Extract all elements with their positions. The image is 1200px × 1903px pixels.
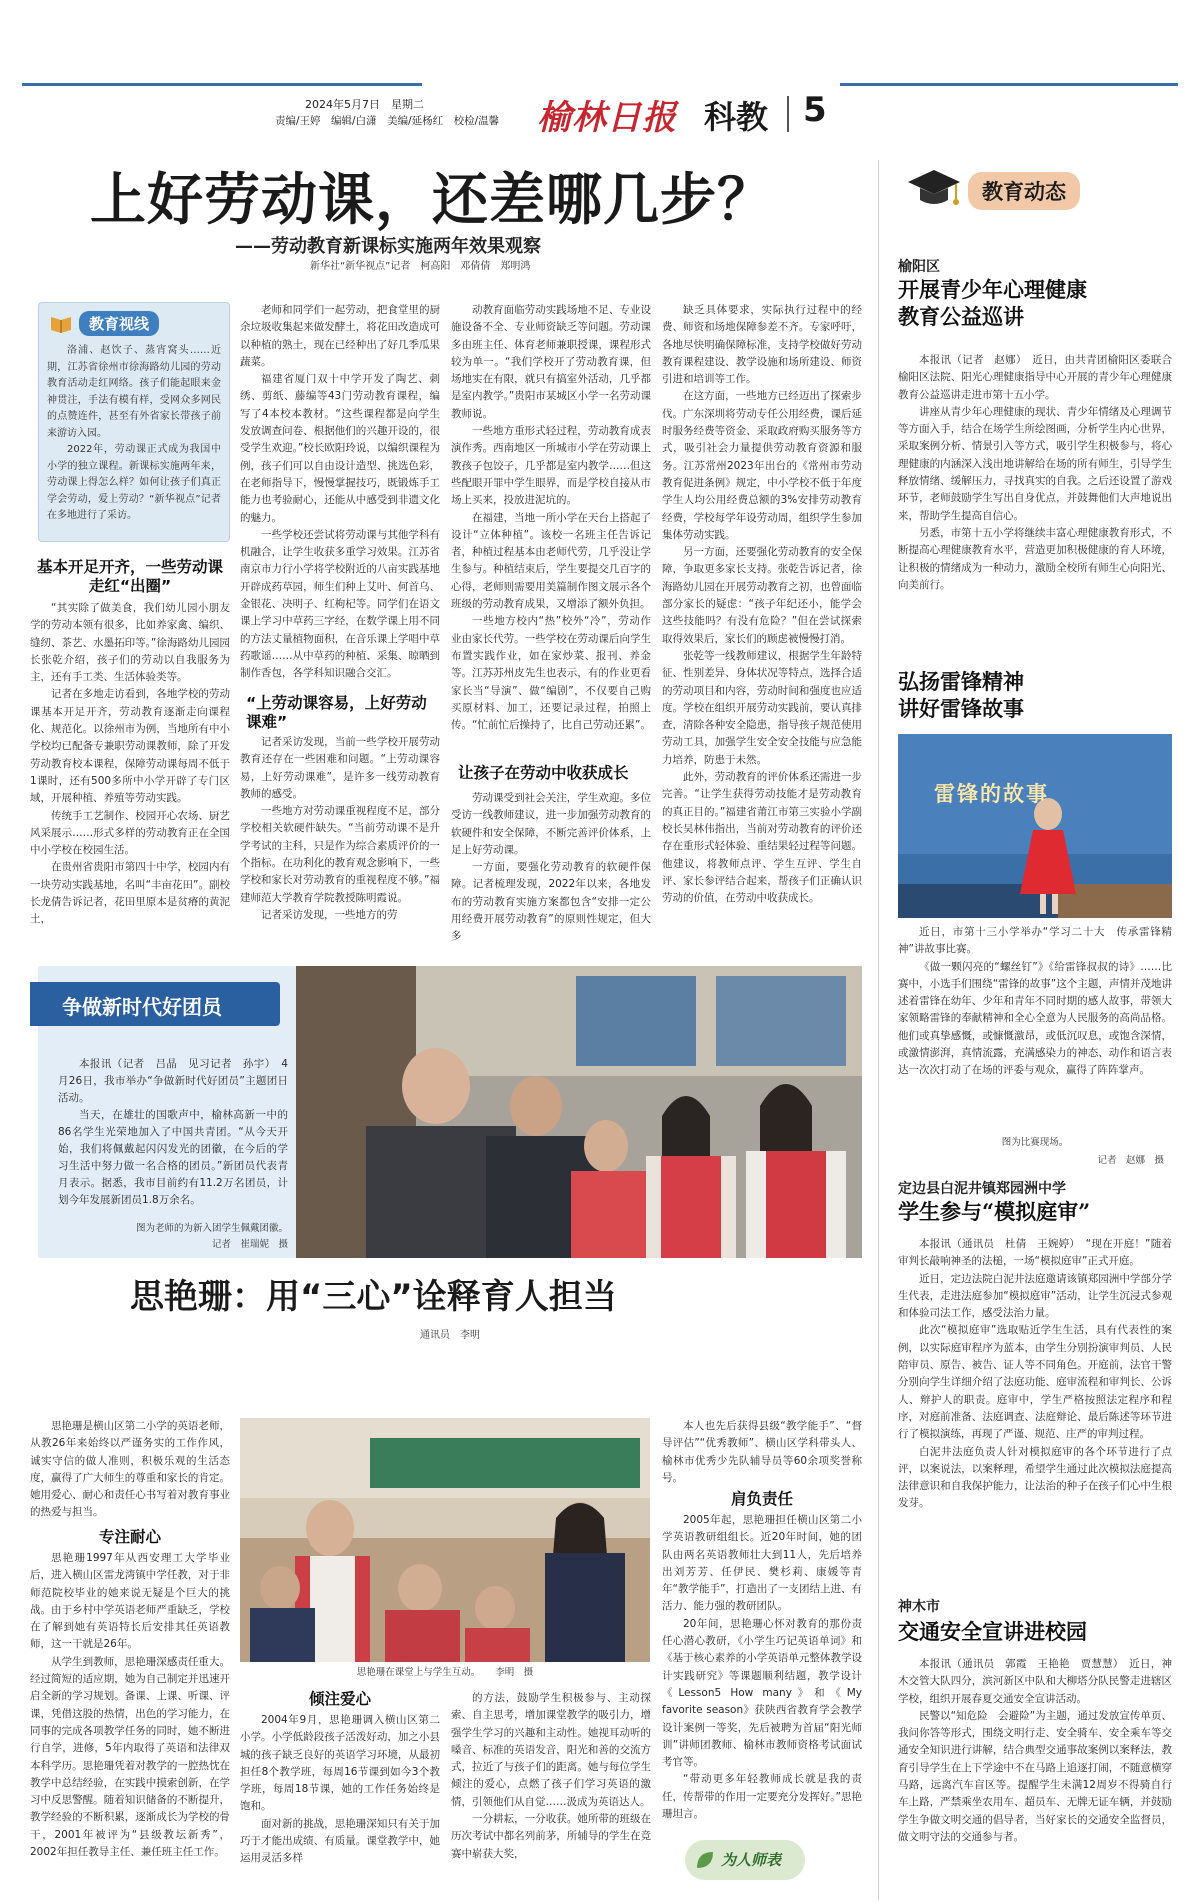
issue-date: 2024年5月7日 星期二 xyxy=(305,98,424,111)
teacher-badge-label: 为人师表 xyxy=(721,1851,782,1869)
teacher-col-4a: 本人也先后获得县级“教学能手”、“督导评估”“优秀教师”、横山区学科带头人、榆林市优秀少先队辅导员等60余项奖誉称号。 xyxy=(662,1420,862,1484)
teacher-photo-caption xyxy=(240,1666,650,1680)
sidebar-4-location: 神木市 xyxy=(898,1599,940,1615)
page-number: 5 xyxy=(803,90,827,130)
lead-box-text: 洛浦、赵饮子、蒸宵窝头……近期，江苏省徐州市徐海路幼儿园的劳动教育活动走红网络。孩子们能起眼来金神贯注，手法有模有样，受网众多网民的点赞连件，甚至有外省家长带孩子前来游访入园。 2022年，劳动课正式成为我国中小学的独立课程。新课标实施两年来，劳动课上得怎么样？如何让孩子们真正学会劳动，爱上劳动？“新华视点”记者在多地进行了采访。 xyxy=(47,345,221,521)
sidebar-1-location: 榆阳区 xyxy=(898,259,940,275)
leaf-icon xyxy=(695,1850,715,1870)
paper-logo: 榆林日报 xyxy=(537,98,677,138)
main-col-4: 缺乏具体要求，实际执行过程中的经费、师资和场地保障参差不齐。专家呼吁，各地尽快明确保障标准，支持学校做好劳动教育课程建设、教学设施和场所建设、师资引进和培训等工作。 在这方面，一些地方已经迈出了探索步伐。广东深圳将劳动专任公用经费，课后延时服务经费等资金、采取政府购买服务等方式，吸引社会力量提供劳动教育资源和服务。江苏常州2023年出台的《常州市劳动教育促进条例》规定，中小学校不低于年度学生人均公用经费总额的3%安排劳动教育经费，学校每学年设劳动周，组织学生参加集体劳动实践。 另一方面，还要强化劳动教育的安全保障，争取更多家长支持。张乾告诉记者，徐海路幼儿园在开展劳动教育之初，也曾面临部分家长的疑虑：“孩子年纪还小，能学会这些技能吗？有没有危险？”但在尝试探索取得效果后，家长们的顾虑被慢慢打消。 张乾等一线教师建议，根据学生年龄特征、性别差异、身体状况等特点，选择合适的劳动项目和内容，劳动时间和强度也应适度。学校在组织开展劳动实践前，要认真排查，清除各种安全隐患，指导孩子规范使用劳动工具，加强学生安全安全技能与应急能力培养，防患于未然。 此外，劳动教育的评价体系还需进一步完善。“让学生获得劳动技能才是劳动教育的真正目的。”福建省莆江市第三实验小学副校长吴林伟指出，当前对劳动教育的评价还存在重形式轻体验、重结果轻过程等问题。他建议，将教师点评、学生互评、学生自评、家长参评结合起来，帮孩子们正确认识劳动的价值，在劳动中收获成长。 xyxy=(662,304,862,905)
sidebar-4-title: 交通安全宣讲进校园 xyxy=(898,1619,1087,1644)
section-divider xyxy=(787,96,789,132)
tuan-photo-credit: 记者 崔瑞妮 摄 xyxy=(211,1239,288,1250)
main-col-3: 动教育面临劳动实践场地不足、专业设施设备不全、专业师资缺乏等问题。劳动课多由班主任、体育老师兼职授课，课程形式较为单一。“我们学校开了劳动教育课，但场地实在有限，就只有搞室外活动，几乎都是室内教学。”贵阳市某城区小学一名劳动课教师说。 一些地方重形式轻过程，劳动教育成表演作秀。西南地区一所城市小学在劳动课上教孩子包饺子，几乎都是室内教学……但这些配眼开罪中学生眼界，而是学校自接从市场上买来，投放进泥坑的。 在福建，当地一所小学在天台上搭起了设计“立体种植”。该校一名班主任告诉记者，种植过程基本由老师代劳，几乎没让学生参与。种植结束后，学生要提交几百字的心得，老师则需要用美篇制作图文展示各个班级的劳动教育成果，又增添了额外负担。 一些地方校内“热”校外“冷”，劳动作业由家长代劳。一些学校在劳动课后向学生布置实践作业，如在家炒菜、报刊、养金等。江苏苏州皮先生也表示，有的作业更看家长当“导演”、做“编剧”，不仅要自己购买原材料、加工，还要记录过程，拍照上传。“忙前忙后操持了，比自己劳动还累”。 xyxy=(451,304,651,732)
teacher-col-1: 思艳珊1997年从西安理工大学毕业后，进入横山区雷龙湾镇中学任教，对于非师范院校毕业的她来说无疑是个巨大的挑战。由于乡村中学英语老师严重缺乏，学校在了解到她有英语特长后安排其任英语教师，这一干就是26年。 从学生到教师，思艳珊深感责任重大。经过简短的适应期，她为自己制定并迅速开启全新的学习规划。备课、上课、听课、评课，凭借这股的热情，出色的学习能力，在同事的完成各项教学任务的同时，她不断进行自学，进修，5年内取得了英语和法律双本科学历。思艳珊凭着对教学的一腔热忱在教学中总结经验，在实践中摸索创新，在学习中反思警醒。随着知识储备的不断提升，教学经验的不断积累，逐渐成长为学校的骨干，2001年被评为“县级教坛新秀”，2002年担任教导主任、兼任班主任工作。 xyxy=(30,1552,230,1859)
tuan-photo-caption: 图为老师的为新入团学生佩戴团徽。 xyxy=(135,1223,288,1234)
teacher-sub-c: 肩负责任 xyxy=(730,1490,793,1508)
teacher-col-2: 2004年9月，思艳珊调入横山区第二小学。小学低龄段孩子活泼好动，加之小县城的孩子缺乏良好的英语学习环境，从最初担任8个教学班，每周16节课到如今3个教学班，每周18节课，她的工作任务始终是饱和。 面对新的挑战，思艳珊深知只有关于加巧于才能出成绩、有质量。课堂教学中，她运用灵活多样 xyxy=(240,1714,440,1865)
sidebar-4-text: 本报讯（通讯员 郭霞 王艳艳 贾慧慧） 近日，神木交管大队四分，滨河新区中队和大柳塔分队民警走进辖区学校，组织开展春夏交通安全宣讲活动。 民警以“知危险 会避险”为主题，通过发放宣传单页、我问你答等形式，围绕文明行走、安全骑车、安全乘车等交通安全知识进行讲解，结合典型交通事故案例以案释法，教育引导学生在上下学途中不在马路上追逐打闹，不随意横穿马路，远离汽车盲区等。提醒学生未满12周岁不得骑自行车上路，严禁乘坐农用车、超员车、无牌无证车辆，并鼓励学生争做文明交通的倡导者，当好家长的交通安全监督员，做文明守法的交通参与者。 xyxy=(898,1658,1172,1843)
main-col-2b: 记者采访发现，当前一些学校开展劳动教育还存在一些困难和问题。“上劳动课容易，上好劳动课难”，是许多一线劳动教育教师的感受。 一些地方对劳动课重视程度不足，部分学校相关软硬件缺失。“当前劳动课不是升学考试的主科，只是作为综合素质评价的一个指标。在功利化的教育观念影响下，一些学校和家长对劳动教育的重视程度不够。”福建师范大学教育学院教授陈明霞说。 记者采访发现，一些地方的劳 xyxy=(240,736,440,921)
sidebar-header xyxy=(898,160,1172,222)
sidebar-2-text: 近日，市第十三小学举办“学习二十大 传承雷锋精神”讲故事比赛。 《做一颗闪亮的“螺丝钉”》《给雷锋叔叔的诗》……比赛中，小选手们围绕“雷锋的故事”这个主题，声情并茂地讲述着雷锋在幼年、少年和青年不同时期的感人故事，带领大家领略雷锋的奉献精神和全心全意为人民服务的高尚品格。他们或真挚感慨，或慷慨激昂，或低沉叹息，或饱含深情，或激情澎湃，真情流露，充满感染力的神态、动作和语言表达一次次打动了在场的评委与观众，赢得了阵阵掌声。 xyxy=(898,926,1172,1077)
sub-heading-3: 让孩子在劳动中收获成长 xyxy=(458,764,629,782)
main-col-2: 老师和同学们一起劳动，把食堂里的厨余垃圾收集起来做发酵土，将花田改造成可以种植的熟土，现在已经种出了好几季瓜果蔬菜。 福建省厦门双十中学开发了陶艺、刺绣、剪纸、藤编等43门劳动教育课程，编写了4本校本教材。“这些课程都是向学生发放调查问卷、根据他们的兴趣开设的，很受学生欢迎。”校长欧阳玲说，以编织课程为例，孩子们可以自由设计造型、挑选色彩，在老师指导下，慢慢掌握技巧，既锻炼手工能力也考验耐心，还能从中感受到非遗文化的魅力。 一些学校还尝试将劳动课与其他学科有机融合，让学生收获多重学习效果。江苏省南京市力行小学将学校附近的八亩实践基地开辟成药草园，师生们种上艾叶、何首乌、金银花、决明子、红枸杞等。同学们在语文课上学习中草药三字经，在数学课上用不同的方法丈量植物面积，在音乐课上学唱中草药歌谣……从中草药的种植、采集、晾晒到制作香包，各学科知识融合交汇。 xyxy=(240,304,440,680)
sub-heading-1: 基本开足开齐，一些劳动课走红“出圈” xyxy=(36,558,223,595)
lead-box-label: 教育视线 xyxy=(79,311,159,336)
teacher-title: 思艳珊：用“三心”诠释育人担当 xyxy=(130,1277,617,1317)
main-col-3b: 劳动课受到社会关注，学生欢迎。多位受访一线教师建议，进一步加强劳动教育的软硬件和安全保障，不断完善评价体系，上足上好劳动课。 一方面，要强化劳动教育的软硬件保障。记者梳理发现，2022年以来，各地发布的劳动教育实施方案都包含“安排一定公用经费开展劳动教育”的原则性规定，但大多 xyxy=(451,792,651,943)
main-byline: 新华社“新华视点”记者 柯高阳 邓倩倩 郑明鸿 xyxy=(310,261,531,272)
tuan-photo xyxy=(296,966,862,1258)
sidebar-2-photo-caption: 图为比赛现场。 xyxy=(1001,1137,1069,1148)
tuan-title-ribbon xyxy=(30,982,280,1026)
teacher-col-1-intro: 思艳珊是横山区第二小学的英语老师，从教26年来始终以严谨务实的工作作风，诚实守信的做人准则，积极乐观的生活态度，赢得了广大师生的尊重和家长的肯定。她用爱心、耐心和责任心书写着对教育事业的热爱与担当。 xyxy=(30,1420,230,1519)
teacher-photo xyxy=(240,1418,650,1662)
top-rule-right xyxy=(840,83,1178,86)
teacher-sub-b: 倾注爱心 xyxy=(308,1690,371,1708)
sidebar-2-title-line1: 弘扬雷锋精神 xyxy=(898,669,1024,694)
sidebar-3-text: 本报讯（通讯员 杜倩 王婉婷） “现在开庭！”随着审判长敲响神圣的法槌，一场“模拟庭审”正式开庭。 近日，定边法院白泥井法庭邀请该镇郑园洲中学部分学生代表，走进法庭参加“模拟庭审”活动，让学生沉浸式参观和体验司法工作，感受法治力量。 此次“模拟庭审”选取贴近学生生活，具有代表性的案例，以实际庭审程序为蓝本，由学生分别扮演审判员、人民陪审员、原告、被告、证人等不同角色。开庭前，法官干警分别向学生详细介绍了法庭功能、庭审流程和审判长、公诉人、辩护人的职责。庭审中，学生严格按照法定程序和程序，对庭前准备、法庭调查、法庭辩论、最后陈述等环节进行了模拟演练，再现了严谨、规范、庄严的审判过程。 白泥井法庭负责人针对模拟庭审的各个环节进行了点评，以案说法，以案释理，希望学生通过此次模拟法庭提高法律意识和自我保护能力，让法治的种子在孩子们心中生根发芽。 xyxy=(898,1238,1172,1510)
tuan-block xyxy=(38,966,862,1258)
sidebar-2-photo-credit: 记者 赵娜 摄 xyxy=(1097,1155,1164,1166)
sidebar-1-text: 本报讯（记者 赵娜） 近日，由共青团榆阳区委联合榆阳区法院、阳光心理健康指导中心开展的青少年心理健康教育公益巡讲走进市第十五小学。 讲座从青少年心理健康的现状、青少年情绪及心理调节等方面入手，结合在场学生所绘图画，分析学生内心世界，采取案例分析、情景引入等方式，吸引学生积极参与，将心理健康的内涵深入浅出地讲解给在场的所有师生，引导学生释放情绪、缓解压力，寻找真实的自我。之后还设置了游戏环节，老师鼓励学生写出自身优点，并鼓舞他们大声地说出来，帮助学生提高自信心。 另悉，市第十五小学将继续丰富心理健康教育形式，不断提高心理健康教育水平，营造更加积极健康的育人环境，让积极的情绪成为一种动力，激励全校所有师生心向阳光、向美前行。 xyxy=(898,354,1172,591)
tuan-title: 争做新时代好团员 xyxy=(62,995,222,1019)
teacher-col-4b: 2005年起，思艳珊担任横山区第二小学英语教研组组长。近20年时间，她的团队由两名英语教师壮大到11人，先后培养出刘芳芳、任伊民、樊杉莉、康媛等青年“教学能手”，打造出了一支团结上进、有活力、能力强的教研团队。 20年间，思艳珊心怀对教育的那份责任心潜心教研，《小学生巧记英语单词》和《基于核心素养的小学英语单元整体教学设计实践研究》等课题顺利结题，教学设计《Lesson5 How many》和《My favorite season》获陕西省教育学会教学设计案例一等奖，先后被聘为首届“阳光师训”讲师团教师、榆林市教师资格考试面试考官等。 “带动更多年轻教师成长就是我的责任，传帮带的作用一定要充分发挥好。”思艳珊坦言。 xyxy=(662,1514,862,1821)
main-subtitle: ——劳动教育新课标实施两年效果观察 xyxy=(235,236,541,257)
teacher-sub-a: 专注耐心 xyxy=(98,1528,161,1546)
sidebar-2-photo xyxy=(898,734,1172,918)
teacher-col-3: 的方法，鼓励学生积极参与、主动探索、自主思考，增加课堂教学的吸引力，增强学生学习的兴趣和主动性。她视耳动听的嗓音、标准的英语发音，阳光和善的交流方式，拉近了与孩子们的距离。她与每位学生倾注的爱心，点燃了孩子们学习英语的激情，引领他们从自觉……汲成为英语达人。 一分耕耘，一分收获。她所带的班级在历次考试中都名列前茅，所辅导的学生在竞赛中崭获大奖， xyxy=(451,1692,651,1860)
sidebar-header-label: 教育动态 xyxy=(968,172,1080,210)
sidebar-3-title: 学生参与“模拟庭审” xyxy=(898,1199,1091,1224)
sidebar-1-title-line2: 教育公益巡讲 xyxy=(898,304,1024,329)
teacher-byline: 通讯员 李明 xyxy=(420,1330,480,1341)
tuan-text: 本报讯（记者 吕晶 见习记者 孙宇） 4月26日，我市举办“争做新时代好团员”主题团日活动。 当天，在雄壮的国歌声中，榆林高新一中的86名学生光荣地加入了中国共青团。“从今天开始，我们将佩戴起闪闪发光的团徽，在今后的学习生活中努力做一名合格的团员。”新团员代表青月表示。据悉，我市目前约有11.2万名团员，计划今年发展新团员1.8万余名。 xyxy=(58,1058,288,1206)
book-icon xyxy=(49,313,73,333)
mortarboard-icon xyxy=(906,166,962,210)
sidebar-2-title-line2: 讲好雷锋故事 xyxy=(898,696,1024,721)
lead-box xyxy=(38,302,230,542)
main-title: 上好劳动课，还差哪几步？ xyxy=(90,168,774,233)
teacher-photo-caption-text: 思艳珊在课堂上与学生互动。 xyxy=(356,1667,481,1678)
sidebar-1-title-line1: 开展青少年心理健康 xyxy=(898,277,1087,302)
main-col-1: “其实除了做美食，我们幼儿园小朋友学的劳动本领有很多，比如养家禽、编织、缝纫、茶艺、水墨拓印等。”徐海路幼儿园园长张乾介绍，孩子们的劳动以自我服务为主，还有手工类、生活体验类等。 记者在多地走访看到，各地学校的劳动课基本开足开齐，劳动教育逐渐走向课程化、规范化。以徐州市为例，当地所有中小学校均已配备专兼职劳动课教师，除了开发劳动教育校本课程，保障劳动课每周不低于1课时，还有500多所中小学开辟了专门区域，开展种植、养殖等劳动实践。 传统手工艺制作、校园开心农场、厨艺风采展示……形式多样的劳动教育正在全国中小学校在校园生活。 在贵州省贵阳市第四十中学，校园内有一块劳动实践基地，名叫“丰亩花田”。副校长龙倩告诉记者，花田里原本是贫瘠的黄泥土， xyxy=(30,602,230,926)
editor-credits: 责编/王婷 编辑/白潇 美编/延杨红 校检/温馨 xyxy=(275,115,500,127)
sub-heading-2: “上劳动课容易，上好劳动课难” xyxy=(246,694,427,731)
teacher-badge xyxy=(685,1840,805,1880)
sidebar-divider xyxy=(878,160,879,1900)
masthead xyxy=(0,0,1200,140)
sidebar-3-location: 定边县白泥井镇郑园洲中学 xyxy=(898,1181,1066,1197)
teacher-photo-credit: 李明 摄 xyxy=(495,1667,534,1678)
sidebar-2-photo-text: 雷锋的故事 xyxy=(934,782,1049,806)
section-name: 科教 xyxy=(704,98,769,136)
top-rule-left xyxy=(22,83,422,86)
